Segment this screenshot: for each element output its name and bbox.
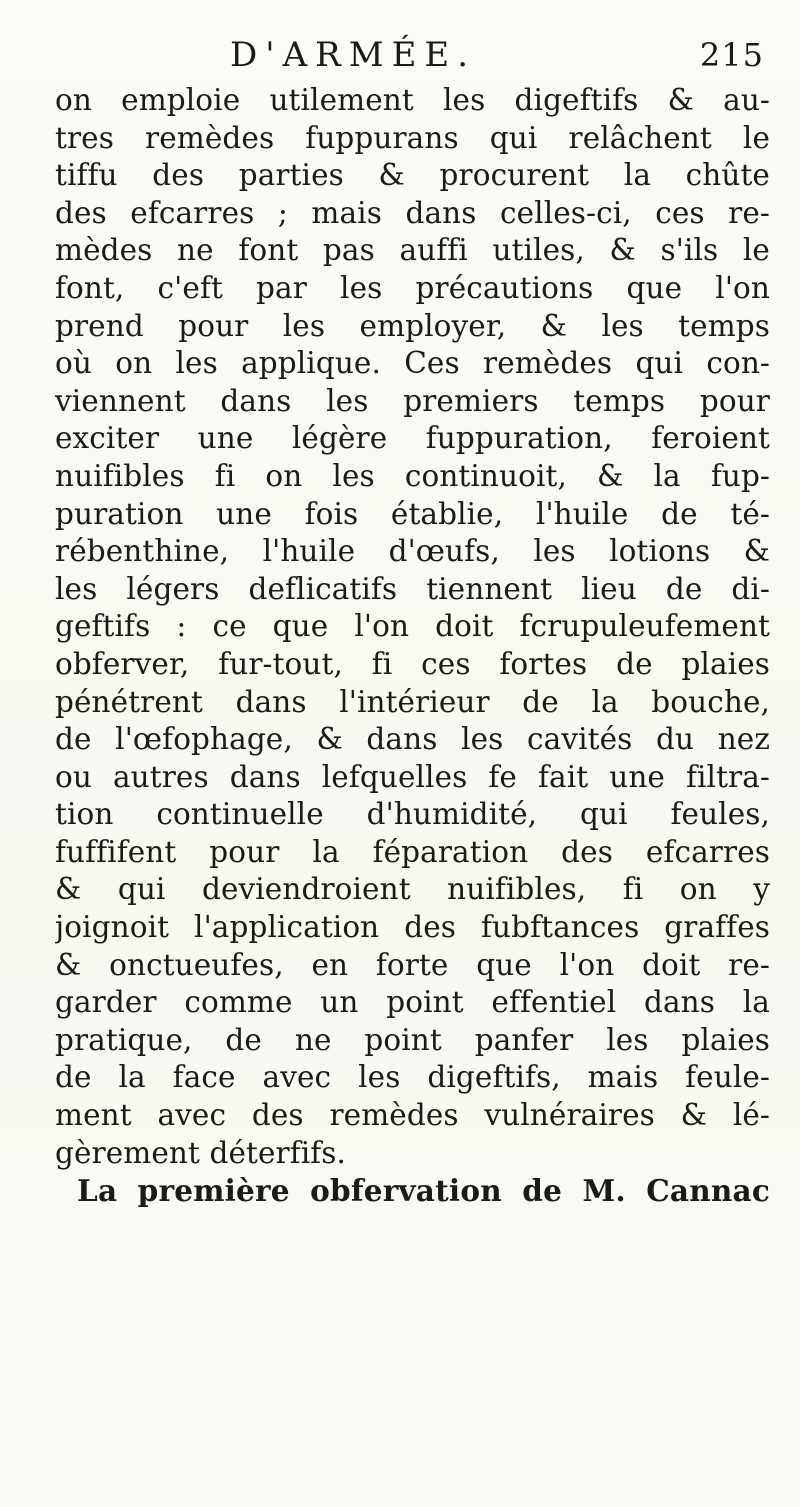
text-line: ou autres dans lefquelles fe fait une filtra- [55,759,770,794]
text-line: nuifibles fi on les continuoit, & la fup- [55,458,770,493]
text-line: fuffifent pour la féparation des efcarres [55,834,770,869]
text-line: obferver, fur-tout, fi ces fortes de plaies [55,646,770,681]
text-line: mèdes ne font pas auffi utiles, & s'ils le [55,233,770,268]
running-head [55,30,770,80]
running-title: D'ARMÉE. [230,35,477,75]
text-line: & qui deviendroient nuifibles, fi on y [55,872,770,907]
text-line: rébenthine, l'huile d'œufs, les lotions & [55,534,770,569]
text-line: garder comme un point effentiel dans la [55,985,770,1020]
paragraph-end-line: gèrement déterfifs. [55,1135,347,1170]
text-line: joignoit l'application des fubftances graffes [55,910,770,945]
text-line: & onctueufes, en forte que l'on doit re- [55,947,770,982]
text-line: font, c'eft par les précautions que l'on [55,270,770,305]
observation-heading: La première obfervation de M. Cannac [77,1173,770,1209]
text-line: tiffu des parties & procurent la chûte [55,158,770,193]
body-text [55,82,770,1210]
text-line: ment avec des remèdes vulnéraires & lé- [55,1098,770,1133]
text-line: on emploie utilement les digeftifs & au- [55,83,770,117]
text-line: où on les applique. Ces remèdes qui con- [55,346,770,381]
text-line: les légers deflicatifs tiennent lieu de di- [55,571,770,606]
text-line: pratique, de ne point panfer les plaies [55,1022,770,1057]
text-line: tres remèdes fuppurans qui relâchent le [55,120,770,155]
text-line: exciter une légère fuppuration, feroient [55,421,770,456]
text-line: viennent dans les premiers temps pour [55,383,770,418]
text-line: tion continuelle d'humidité, qui feules, [55,797,770,832]
text-line: prend pour les employer, & les temps [55,308,770,343]
text-line: pénétrent dans l'intérieur de la bouche, [55,684,770,719]
text-line: de la face avec les digeftifs, mais feule- [55,1060,770,1095]
text-line: des efcarres ; mais dans celles-ci, ces re- [55,195,770,230]
text-line: puration une fois établie, l'huile de té- [55,496,770,531]
page-number: 215 [699,36,764,74]
text-line: de l'œfophage, & dans les cavités du nez [55,722,770,757]
text-line: geftifs : ce que l'on doit fcrupuleufement [55,609,770,644]
